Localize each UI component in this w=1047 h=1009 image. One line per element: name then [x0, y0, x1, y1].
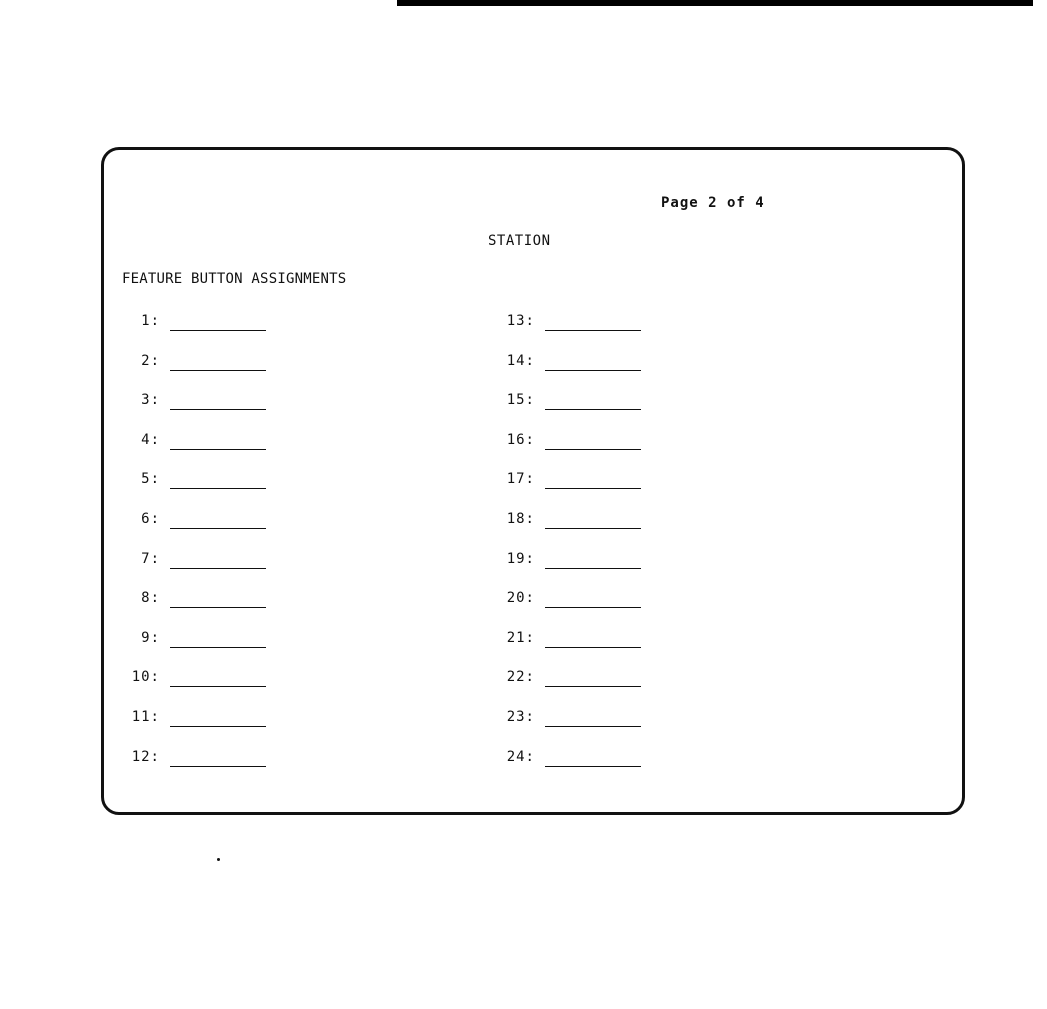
- feature-button-input[interactable]: [545, 647, 641, 648]
- feature-button-number: 11:: [131, 709, 160, 725]
- feature-button-input[interactable]: [545, 726, 641, 727]
- feature-button-number: 3:: [141, 392, 160, 408]
- page-indicator: Page 2 of 4: [661, 195, 765, 211]
- feature-button-input[interactable]: [545, 370, 641, 371]
- feature-button-number: 16:: [506, 432, 535, 448]
- form-title: STATION: [488, 233, 551, 249]
- feature-button-number: 6:: [141, 511, 160, 527]
- feature-button-input[interactable]: [170, 488, 266, 489]
- feature-button-number: 21:: [506, 630, 535, 646]
- feature-button-input[interactable]: [545, 686, 641, 687]
- feature-button-number: 1:: [141, 313, 160, 329]
- feature-button-number: 15:: [506, 392, 535, 408]
- feature-button-number: 10:: [131, 669, 160, 685]
- feature-button-number: 17:: [506, 471, 535, 487]
- feature-button-input[interactable]: [545, 568, 641, 569]
- feature-button-input[interactable]: [545, 488, 641, 489]
- section-heading: FEATURE BUTTON ASSIGNMENTS: [122, 271, 347, 287]
- feature-button-input[interactable]: [170, 568, 266, 569]
- feature-button-input[interactable]: [545, 766, 641, 767]
- feature-button-input[interactable]: [170, 330, 266, 331]
- feature-button-input[interactable]: [170, 647, 266, 648]
- feature-button-input[interactable]: [545, 409, 641, 410]
- feature-button-number: 13:: [506, 313, 535, 329]
- feature-button-input[interactable]: [170, 449, 266, 450]
- feature-button-input[interactable]: [170, 409, 266, 410]
- feature-button-input[interactable]: [170, 607, 266, 608]
- feature-button-number: 9:: [141, 630, 160, 646]
- feature-button-input[interactable]: [545, 330, 641, 331]
- feature-button-number: 5:: [141, 471, 160, 487]
- feature-button-number: 19:: [506, 551, 535, 567]
- feature-button-input[interactable]: [170, 528, 266, 529]
- feature-button-input[interactable]: [170, 766, 266, 767]
- stray-mark: [217, 858, 220, 861]
- feature-button-number: 14:: [506, 353, 535, 369]
- feature-button-number: 18:: [506, 511, 535, 527]
- feature-button-input[interactable]: [545, 528, 641, 529]
- feature-button-number: 4:: [141, 432, 160, 448]
- feature-button-number: 7:: [141, 551, 160, 567]
- feature-button-input[interactable]: [545, 607, 641, 608]
- top-rule: [397, 0, 1033, 6]
- feature-button-number: 8:: [141, 590, 160, 606]
- feature-button-number: 2:: [141, 353, 160, 369]
- feature-button-input[interactable]: [170, 726, 266, 727]
- feature-button-input[interactable]: [170, 370, 266, 371]
- feature-button-number: 20:: [506, 590, 535, 606]
- feature-button-number: 24:: [506, 749, 535, 765]
- feature-button-number: 12:: [131, 749, 160, 765]
- feature-button-input[interactable]: [545, 449, 641, 450]
- feature-button-input[interactable]: [170, 686, 266, 687]
- feature-button-number: 22:: [506, 669, 535, 685]
- feature-button-number: 23:: [506, 709, 535, 725]
